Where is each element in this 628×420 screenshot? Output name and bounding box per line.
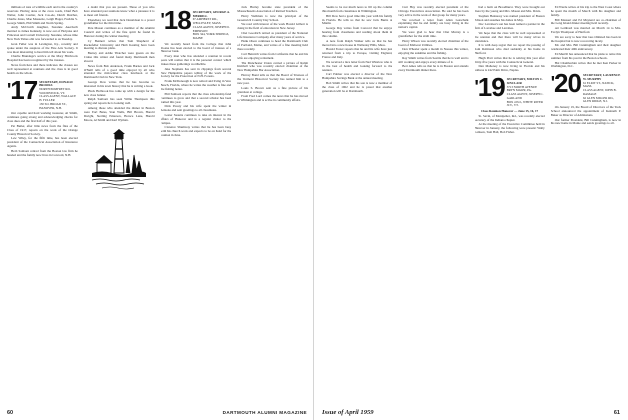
paragraph: At the meeting of the Executive Committee held in Hanover in January, the following were present: Wally Lamson, Tom Hall, Bob Fisher. <box>474 122 545 135</box>
class-heading-1920 <box>550 68 621 104</box>
paragraph: Phil Sanborn reports that the class scholarship fund continues to grow and that a second scholar has been named this year. <box>160 91 232 104</box>
paragraph: millions of tons of wildlife each and is the country's reservoir. Having done at the cross roads, Chief Bob Walter, John Coulter, Jack Cas-ele, Dutch Dutcher, Charlie Jones, Mae Mousette, Leigh Hager, Freddie S. George Smith, Phil Smith and Norm Spring. <box>7 6 78 25</box>
paragraph: Stephen Hennessy was named president of Boston Edison and assumes his duties in May. <box>474 13 545 22</box>
paragraph: Bill Dow had a good time this year with his family in Florida. He tells us that he saw Jack Burns at Miami. <box>322 13 393 26</box>
paragraph: Lester Stearns continues to take an interest in the affairs of Hanover and is a regular visitor to the campus. <box>160 112 232 125</box>
left-col-3 <box>161 6 232 408</box>
paragraph: Clarence Shumway writes that he has been busy with his church work and expects to be on hand for the reunion in June. <box>160 125 232 138</box>
magazine-name: DARTMOUTH ALUMNI MAGAZINE <box>222 410 307 415</box>
paragraph: Elsewhere we read that Jack Donaldson is a proud grandfather for the third time. <box>83 17 155 26</box>
paragraph: Bob Smith writes that his son is now a member of the class of 1962 and he is proud that another generation will be at Dartmouth. <box>322 80 393 93</box>
right-page <box>314 0 628 420</box>
paragraph: Harvey Bond tells us that the Board of Trustees of the Vermont Historical Society has named him to a new post. <box>237 73 308 85</box>
class-numeral: '19 <box>474 72 505 103</box>
lighthouse-icon <box>92 129 146 191</box>
paragraph: Andy McClatch daughter, Suzanne Auerbach married to James Kennedy, is now out of Holyoke and Princeton and Cornell University. Suzanne, whose time New York Times obit was forwarded to us Tuesday. <box>7 25 78 42</box>
paragraph: Chet Goodrich retired as president of the National Life Insurance Company after many years of service. <box>237 30 308 39</box>
paragraph: A note from Ralph Walker tells us that he has moved into a new house in Wellesley Hills, Mass. <box>322 38 393 47</box>
right-col-4 <box>551 6 621 408</box>
paragraph: Bill Mausert and Ed Maynard are co-chairmen of the Long Island dinner meeting held recently. <box>550 17 621 26</box>
paragraph: Ralph Sanborn has seen Willie Thompson this spring and reports he is looking well. <box>83 97 155 106</box>
paragraph: We read with interest of the work Harold Gilbert is doing in the field of education in New Jersey. <box>237 22 308 31</box>
paragraph: The Manchester Union carried a picture of Ralph Kimball who was recently elected chairman of the New Hampshire Bar Association. <box>237 60 308 73</box>
page-number: 60 <box>7 409 14 416</box>
issue-date: Issue of April 1959 <box>322 409 374 416</box>
paragraph: Don Wheeler spent a month in Nassau this winter, enjoying the sunshine and the fishing. <box>398 47 469 56</box>
class-numeral: '17 <box>7 74 38 105</box>
paragraph: Harold Foster reports that he and his wife have just returned from a trip to Europe, visiting England, France and Italy. <box>322 47 393 60</box>
paragraph: St. Savin, of Montpelier, Ind., was recently elected secretary of the Indiana chapter. <box>474 113 545 122</box>
paragraph: Dick Prouty and his wife spent the winter in Arizona and sent greetings to all classmates. <box>160 104 232 113</box>
paragraph: Hank Olson continues to head the Dartmouth Club of Portland, Maine, and writes of a fine meeting held there recently. <box>237 39 308 52</box>
paragraph: Art Lombard was married on March 14 to Mrs. Evelyn Thompson of Hartford. <box>550 26 621 35</box>
paragraph: Pete Mason continues as a member of the Alumni Council and writes of the fine spirit he found in Hanover during the winter meeting. <box>83 26 155 38</box>
paragraph: Hugh Pratt writes that he is retiring this year after thirty-five years with the Connecticut General. <box>474 55 545 64</box>
left-col-4 <box>237 6 308 408</box>
right-col-2 <box>398 6 468 408</box>
paragraph: Frank McDonough is now retired and living in Vero Beach, Florida, where he writes the weather is fine and the fishing better. <box>160 79 232 91</box>
paragraph: Carl Heinrich writes from California that he and his wife are enjoying retirement. <box>237 51 308 60</box>
paragraph: Seems to be not much news to fill up the column this month from classmates in Wilmington. <box>322 6 393 13</box>
class-officers: SECRETARY, GEORGE A. MERRILL 67 AMHERST RD., WELLESLEY, MASS. CLASS AGENT, JOSEPH D. EMERSON BOX 344, YORK SPRINGS, MAINE <box>192 10 230 40</box>
left-page-footer <box>0 407 314 418</box>
right-col-3 <box>475 6 545 408</box>
paragraph: Jack Hurley became state president of the Massachusetts Association of Retired Teachers. <box>237 6 308 13</box>
left-page-columns <box>7 6 308 408</box>
reunion-note: Class Reunion Hanover — June 15, 16, 17 <box>481 108 539 113</box>
paragraph: Our capable and hard working treasurer, Al Smith, continues going strong and acknowledging checks for class dues and the first half of this year. <box>7 111 78 124</box>
paragraph: a doubt that you are present. Those of you who have attended past reunions know what a pleasure it is to meet old friends. <box>83 6 155 17</box>
paragraph: Doc Larrabee's son has been named a partner in the firm of Larrabee and Larrabee. <box>474 22 545 31</box>
page-number: 61 <box>613 409 620 416</box>
right-page-columns <box>322 6 621 408</box>
left-col-1 <box>7 6 78 408</box>
paragraph: Gran Fuller was in Lexington, Ky., recently and spoke under the auspices of the Fine Arts Society. It was most interesting to hear him tell about his work. <box>7 41 78 54</box>
class-numeral: '20 <box>550 68 581 99</box>
paragraph: Curt Hay was recently elected president of the Chicago Executives Association. He said he has been very active in the work of that group for many years. <box>398 6 469 17</box>
paragraph: Carl Palmer was elected a director of the New Hampshire Savings Bank at the annual meeting. <box>322 72 393 81</box>
paragraph: Louis S. Brown sent us a fine picture of his grandson at college. <box>237 85 308 94</box>
paragraph: We hope that the class will be well represented at the reunion and that there will be many wives in attendance. <box>474 30 545 43</box>
paragraph: Ed Warde writes of his trip to the West Coast where he spent the month of March with his daughter and family. <box>550 6 621 17</box>
paragraph: Pat Butler, after little news from the files of the Class of 1917, reports on the work of the Orange County Historical Society. <box>7 123 78 136</box>
paragraph: Charlie Brundage's service at the Mary Hitchcock Hospital has been recognized by the trustees. <box>7 54 78 63</box>
paragraph: We received a nice letter from Ned Winslow who is in the best of health and looking forward to the reunion. <box>322 59 393 72</box>
paragraph: We are sorry to hear that Gus Olmsted has been in the hospital but is now recovering nicely. <box>550 34 621 43</box>
paragraph: From Fred Lord comes the news that he has moved to Wilmington and is active in community affairs. <box>237 94 308 103</box>
right-page-footer <box>314 407 628 418</box>
paragraph: Harry Wellman is now the principal of the Greenwich Country Day School. <box>237 13 308 22</box>
paragraph: Jake Stephens has sent in clippings from several New Hampshire papers telling of the work of the Society for the Protection of N.H. Forests. <box>160 66 232 79</box>
paragraph: Hal Chamberlain writes that he met Ken Parker in Washington, D.C. <box>550 60 621 69</box>
paragraph: Ray Smith writes from Seattle that he is well and is still working and enjoys every minute of it. <box>398 55 469 64</box>
paragraph: Bert Ames tells us that he is in Boston and attends every Dartmouth dinner there. <box>398 64 469 73</box>
paragraph: Lew Wiley, for the fifth time, has been elected president of the Connecticut Association of Insurance Agents. <box>7 136 78 149</box>
paragraph: We received a letter from Allen Gotschalk explaining that he and family are busy living in the nation's capital. <box>398 17 469 30</box>
paragraph: Among those who attended the dinner in Boston were Earl Bates, Stan Wells, Bill Brown, Harold Dwight, Sterling Emerson, Horace Lane, Harold Moore, Al Smith and Karl Wyman. <box>83 105 155 122</box>
paragraph: George Day writes from Concord that he enjoys hearing from classmates and reading about them in this column. <box>322 26 393 38</box>
left-col-2 <box>84 6 155 408</box>
paragraph: Barney and Addie Thatcher were guests on the Cruise this winter and found many Dartmouth men aboard. <box>83 51 155 63</box>
class-officers: SECRETARY, DONALD BROOKS NORTH POMFRET RD. WOODSTOCK, VT. CLASS AGENT, WALLACE H. FULLER 130 SO. BROAD ST., HANOVER, N.H. <box>39 79 76 110</box>
class-heading-1918 <box>160 6 232 41</box>
paragraph: Mr. and Mrs. Bill Cunningham and their daughter celebrated their 40th anniversary. <box>550 43 621 52</box>
paragraph: had a farm on Broadhurst. They were brought out there by the young and Mrs. Mason and Mrs. Davis. <box>474 6 545 13</box>
paragraph: George Dow writes that he has become so interested in his town history that he is writing a book. <box>83 80 155 88</box>
paragraph: Harry Wilson was recently elected chairman of the board of Midwest Utilities. <box>398 38 469 47</box>
paragraph: We were glad to hear that Chet Murray is a grandfather for the sixth time. <box>398 30 469 38</box>
paragraph: News from here and there indicates the classes are well represented at reunions and the class is in good health on the whole. <box>7 62 78 75</box>
paragraph: It is with deep regret that we report the passing of Sam Robinson who died suddenly at his home in Hartford. <box>474 43 545 56</box>
paragraph: Herb Sanborn retired from the Boston law firm he headed and the family now lives in Concord, N.H. <box>7 148 78 157</box>
paragraph: Every man who has attended a reunion in recent years will realize that it is the personal contact which makes these gatherings worthwhile. <box>160 54 232 66</box>
right-col-1 <box>322 6 392 408</box>
paragraph: News from Bob Anderson, Frank Barnes and Jack O'Neill tells of a good time enjoyed by all who attended the mid-winter class luncheon at the Dartmouth Club in New York. <box>83 63 155 80</box>
class-officers: SECRETARY, MILTON C. SINCLAIR 3713 NORTH AVENUE BRYN MAWR, PA. CLASS AGENT, JOSEPH C. GARLAND BOX 4 P.O., WHITE RIVER JCT., VT. <box>506 77 544 108</box>
paragraph: We recently heard from the College that John Sloane has been elected to the board of trustees of a Hanover bank. <box>160 41 232 54</box>
paragraph: Our former President, Bill Cunningham, is now in his new home in Maine and sends greetings to all. <box>550 117 621 126</box>
paragraph: Pluck Holbrook has come up with a design for the new class banner. <box>83 88 155 97</box>
class-heading-1919 <box>474 72 545 108</box>
class-heading-1917 <box>7 74 78 111</box>
paragraph: Dan Mahoney is now living in Florida and his address is 242 Palm Drive, Naples. <box>474 64 545 73</box>
paragraph: Cy Bennett writes that Tom Shepherd of Rockefeller University and Herb Keating have been meeting to discuss plans. <box>83 38 155 51</box>
class-numeral: '18 <box>160 6 191 35</box>
class-officers: SECRETARY, LAURENCE W. MURPHY 61 ELIOT ST., NATICK, MASS. CLASS AGENT, JOHN B. RAMAGE 62 GLEN MILLER RD., GLEN RIDGE, N.J. <box>582 73 621 104</box>
paragraph: Ed Merrill has announced that he plans to retire this summer from his post in the Boston schools. <box>550 51 621 60</box>
paragraph: On January 19, the Board of Directors of the Tuck School announced the appointment of Kenneth P. Baker as Director of Admissions. <box>550 105 621 117</box>
